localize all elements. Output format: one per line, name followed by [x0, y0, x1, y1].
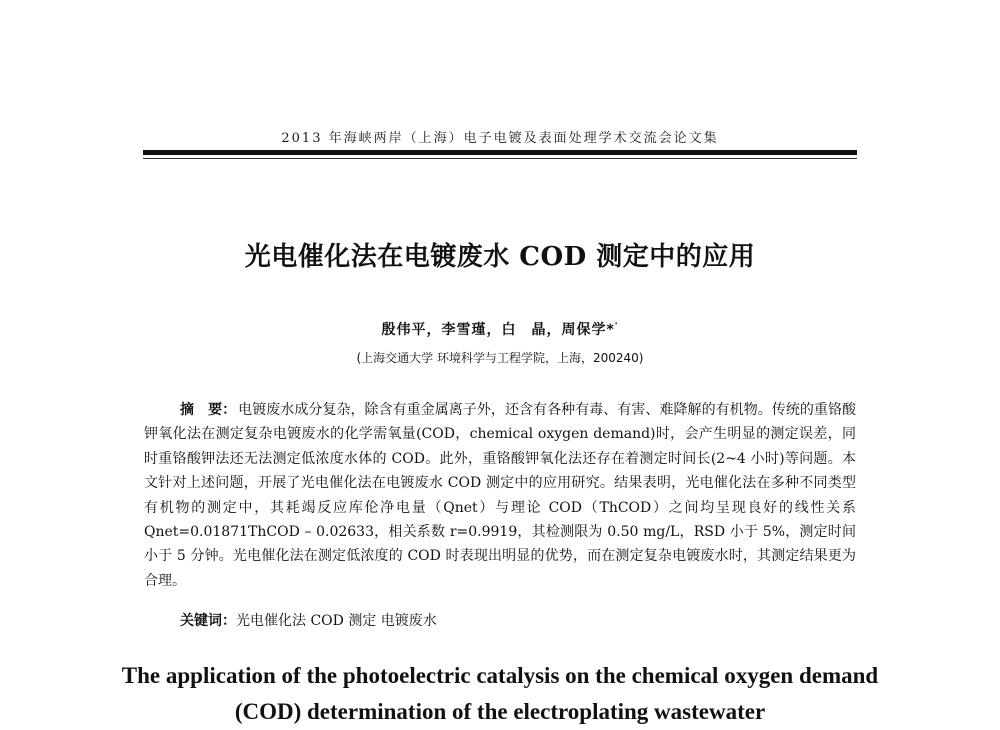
affiliation: (上海交通大学 环境科学与工程学院，上海，200240): [356, 351, 644, 365]
abstract: [144, 398, 856, 593]
keywords-label: 关键词：: [180, 613, 236, 629]
corresponding-mark: ': [614, 321, 619, 332]
header-rule-thick: [143, 150, 857, 155]
header-rule-thin: [143, 158, 857, 159]
running-header: 2013 年海峡两岸（上海）电子电镀及表面处理学术交流会论文集: [281, 131, 719, 146]
keywords-text: 光电催化法 COD 测定 电镀废水: [236, 613, 437, 629]
authors-text: 殷伟平，李雪瑾，白 晶，周保学*: [381, 322, 615, 338]
paper-title: 光电催化法在电镀废水 COD 测定中的应用: [244, 242, 756, 272]
english-title: The application of the photoelectric catalysis on the chemical oxygen demand (COD) determination of the electroplating wastewater: [121, 663, 879, 724]
abstract-label: 摘 要：: [180, 402, 237, 418]
keywords: [180, 610, 856, 630]
author-list: [200, 319, 800, 339]
abstract-text: 电镀废水成分复杂，除含有重金属离子外，还含有各种有毒、有害、难降解的有机物。传统的重铬酸钾氧化法在测定复杂电镀废水的化学需氧量(COD，chemical oxygen demand)时，会产生明显的测定误差，同时重铬酸钾法还无法测定低浓度水体的 COD。此外，重铬酸钾氧化法还存在着测定时间长(2~4 小时)等问题。本文针对上述问题，开展了光电催化法在电镀废水 COD 测定中的应用研究。结果表明，光电催化法在多种不同类型有机物的测定中，其耗竭反应库伦净电量（Qnet）与理论 COD（ThCOD）之间均呈现良好的线性关系 Qnet=0.01871ThCOD – 0.02633，相关系数 r=0.9919，其检测限为 0.50 mg/L，RSD 小于 5%，测定时间小于 5 分钟。光电催化法在测定低浓度的 COD 时表现出明显的优势，而在测定复杂电镀废水时，其测定结果更为合理。: [144, 402, 856, 589]
